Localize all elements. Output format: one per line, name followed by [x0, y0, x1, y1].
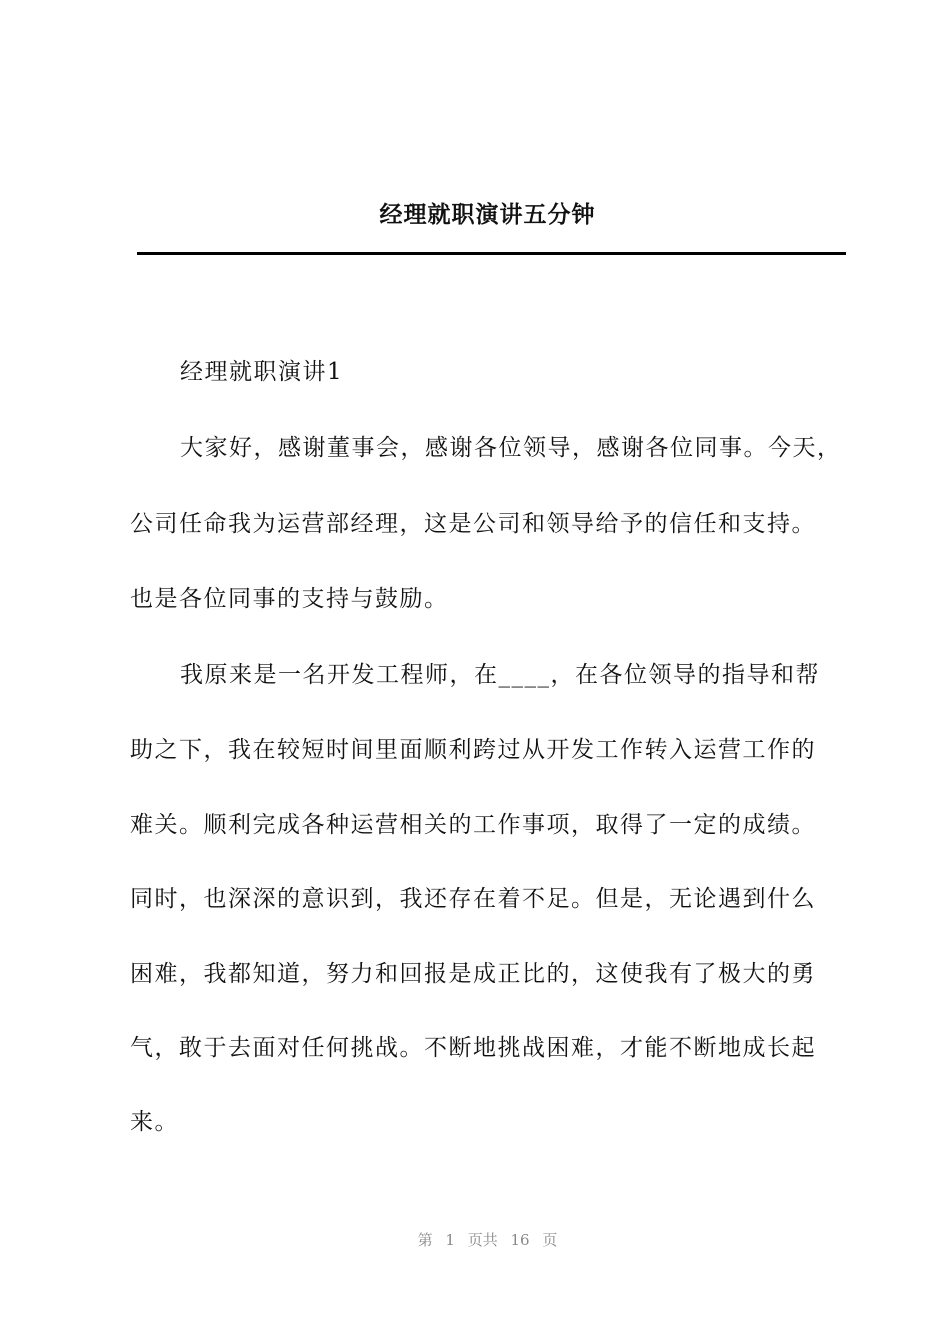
- document-title: 经理就职演讲五分钟: [379, 201, 596, 228]
- paragraph-line: 困难，我都知道，努力和回报是成正比的，这使我有了极大的勇: [130, 961, 816, 987]
- paragraph-line: 我原来是一名开发工程师，在____，在各位领导的指导和帮: [180, 662, 820, 688]
- paragraph-line: 来。: [130, 1109, 179, 1135]
- title-rule: [137, 252, 846, 255]
- paragraph-line: 公司任命我为运营部经理，这是公司和领导给予的信任和支持。: [130, 511, 816, 537]
- paragraph-line: 气，敢于去面对任何挑战。不断地挑战困难，才能不断地成长起: [130, 1035, 816, 1061]
- paragraph-line: 助之下，我在较短时间里面顺利跨过从开发工作转入运营工作的: [130, 737, 816, 763]
- paragraph-line: 同时，也深深的意识到，我还存在着不足。但是，无论遇到什么: [130, 886, 816, 912]
- paragraph-line: 大家好，感谢董事会，感谢各位领导，感谢各位同事。今天，: [180, 435, 842, 461]
- section-heading: 经理就职演讲1: [180, 359, 344, 385]
- paragraph-line: 难关。顺利完成各种运营相关的工作事项，取得了一定的成绩。: [130, 812, 816, 838]
- paragraph-line: 也是各位同事的支持与鼓励。: [130, 586, 449, 612]
- page-footer: 第 1 页共 16 页: [417, 1231, 558, 1249]
